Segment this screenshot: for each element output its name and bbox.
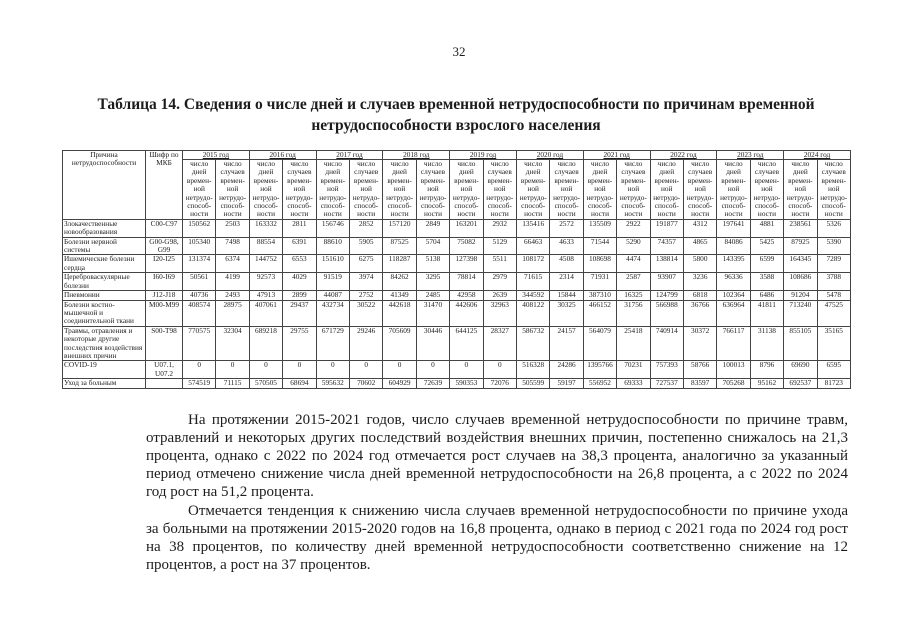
header-year: 2022 год: [650, 151, 717, 160]
cell-days: 636964: [717, 300, 750, 326]
cell-cases: 41811: [750, 300, 783, 326]
cell-cases: 3588: [750, 273, 783, 291]
cell-cases: 5290: [617, 237, 650, 255]
cell-cases: 7289: [817, 255, 850, 273]
header-year: 2019 год: [450, 151, 517, 160]
cell-days: 564079: [583, 326, 616, 361]
cell-days: 586732: [516, 326, 549, 361]
cell-days: 407061: [249, 300, 282, 326]
cell-days: 151610: [316, 255, 349, 273]
cell-cases: 15844: [550, 291, 583, 300]
cell-cases: 2503: [216, 219, 249, 237]
cell-cases: 28327: [483, 326, 516, 361]
cell-cases: 8796: [750, 361, 783, 379]
cell-cases: 6818: [683, 291, 716, 300]
cell-days: 516328: [516, 361, 549, 379]
cell-cases: 4474: [617, 255, 650, 273]
cell-cases: 70602: [349, 379, 382, 388]
row-reason: COVID-19: [63, 361, 146, 379]
cell-cases: 6599: [750, 255, 783, 273]
cell-cases: 2639: [483, 291, 516, 300]
cell-days: 604929: [383, 379, 416, 388]
paragraph-care: Отмечается тенденция к снижению числа случаев временной нетрудоспособности по причине ухода за больными на протяжении 2015-2020 годов на 16,8 процента, однако в период с 2021 года по 2024 год рост на 38 процентов, по количеству дней временной нетрудоспособности соответственно снижение на 12 процентов, а рост на 37 процентов.: [146, 502, 848, 573]
cell-days: 0: [316, 361, 349, 379]
cell-cases: 5138: [416, 255, 449, 273]
header-year: 2018 год: [383, 151, 450, 160]
header-days: число дней времен- ной нетрудо- способ- ности: [249, 160, 282, 220]
cell-days: 0: [383, 361, 416, 379]
paragraph-injuries: На протяжении 2015-2021 годов, число случаев временной нетрудоспособности по причине травм, отравлений и некоторых других последствий воздействия внешних причин, постепенно снижалось на 21,3 процента, однако с 2022 по 2024 год отмечается рост случаев на 38,3 процента, аналогично за указанный период отмечено снижение числа дней временной нетрудоспособности на 26,8 процента, а с 2022 по 2024 год рост на 51,2 процента.: [146, 411, 848, 500]
cell-days: 71615: [516, 273, 549, 291]
cell-days: 118287: [383, 255, 416, 273]
cell-days: 590353: [450, 379, 483, 388]
cell-days: 93907: [650, 273, 683, 291]
cell-days: 855105: [784, 326, 817, 361]
header-year: 2021 год: [583, 151, 650, 160]
cell-cases: 5425: [750, 237, 783, 255]
cell-cases: 2979: [483, 273, 516, 291]
cell-days: 40736: [183, 291, 216, 300]
cell-days: 41349: [383, 291, 416, 300]
cell-days: 692537: [784, 379, 817, 388]
cell-cases: 31470: [416, 300, 449, 326]
cell-days: 42958: [450, 291, 483, 300]
cell-days: 163201: [450, 219, 483, 237]
row-reason: Уход за больным: [63, 379, 146, 388]
header-cases: число случаев времен- ной нетрудо- способ- ности: [416, 160, 449, 220]
cell-cases: 2849: [416, 219, 449, 237]
table-row: [63, 255, 851, 273]
cell-days: 713240: [784, 300, 817, 326]
cell-cases: 4865: [683, 237, 716, 255]
cell-days: 74357: [650, 237, 683, 255]
cell-days: 408574: [183, 300, 216, 326]
header-year: 2020 год: [516, 151, 583, 160]
cell-days: 135509: [583, 219, 616, 237]
cell-cases: 2485: [416, 291, 449, 300]
cell-cases: 2493: [216, 291, 249, 300]
cell-cases: 24157: [550, 326, 583, 361]
cell-days: 442606: [450, 300, 483, 326]
row-reason: Злокачественные новообразования: [63, 219, 146, 237]
cell-days: 144752: [249, 255, 282, 273]
cell-cases: 6275: [349, 255, 382, 273]
cell-cases: 24286: [550, 361, 583, 379]
cell-days: 71931: [583, 273, 616, 291]
cell-days: 408122: [516, 300, 549, 326]
cell-cases: 6553: [283, 255, 316, 273]
header-cases: число случаев времен- ной нетрудо- способ- ности: [283, 160, 316, 220]
cell-cases: 70231: [617, 361, 650, 379]
cell-days: 197641: [717, 219, 750, 237]
cell-days: 727537: [650, 379, 683, 388]
cell-days: 124799: [650, 291, 683, 300]
cell-cases: 5704: [416, 237, 449, 255]
sick-leave-table: [62, 150, 851, 389]
cell-days: 163332: [249, 219, 282, 237]
cell-cases: 29246: [349, 326, 382, 361]
row-reason: Пневмонии: [63, 291, 146, 300]
cell-days: 387310: [583, 291, 616, 300]
cell-days: 87525: [383, 237, 416, 255]
cell-cases: 36766: [683, 300, 716, 326]
cell-cases: 32304: [216, 326, 249, 361]
cell-cases: 6486: [750, 291, 783, 300]
cell-cases: 83597: [683, 379, 716, 388]
cell-cases: 6595: [817, 361, 850, 379]
cell-days: 566988: [650, 300, 683, 326]
header-days: число дней времен- ной нетрудо- способ- ности: [450, 160, 483, 220]
row-code: U07.1, U07.2: [146, 361, 183, 379]
cell-days: 135416: [516, 219, 549, 237]
cell-days: 595632: [316, 379, 349, 388]
cell-cases: 30446: [416, 326, 449, 361]
cell-days: 88610: [316, 237, 349, 255]
header-days: число дней времен- ной нетрудо- способ- ности: [516, 160, 549, 220]
cell-days: 740914: [650, 326, 683, 361]
cell-cases: 71115: [216, 379, 249, 388]
cell-cases: 25418: [617, 326, 650, 361]
cell-cases: 81723: [817, 379, 850, 388]
header-days: число дней времен- ной нетрудо- способ- ности: [316, 160, 349, 220]
cell-days: 84086: [717, 237, 750, 255]
table-row: [63, 219, 851, 237]
cell-cases: 95162: [750, 379, 783, 388]
cell-cases: 5905: [349, 237, 382, 255]
row-code: [146, 379, 183, 388]
cell-cases: 31756: [617, 300, 650, 326]
row-code: M00-M99: [146, 300, 183, 326]
cell-cases: 28975: [216, 300, 249, 326]
row-reason: Ишемические болезни сердца: [63, 255, 146, 273]
cell-cases: 16325: [617, 291, 650, 300]
cell-days: 96336: [717, 273, 750, 291]
row-reason: Цереброваскулярные болезни: [63, 273, 146, 291]
cell-days: 0: [249, 361, 282, 379]
cell-cases: 59197: [550, 379, 583, 388]
cell-days: 78814: [450, 273, 483, 291]
page-content: [62, 44, 850, 574]
row-code: J12-J18: [146, 291, 183, 300]
row-reason: Болезни нервной системы: [63, 237, 146, 255]
cell-cases: 3974: [349, 273, 382, 291]
cell-days: 156746: [316, 219, 349, 237]
cell-cases: 32963: [483, 300, 516, 326]
row-code: C00-C97: [146, 219, 183, 237]
cell-cases: 47525: [817, 300, 850, 326]
cell-cases: 5129: [483, 237, 516, 255]
cell-days: 44087: [316, 291, 349, 300]
cell-cases: 3236: [683, 273, 716, 291]
cell-days: 705268: [717, 379, 750, 388]
cell-days: 84262: [383, 273, 416, 291]
table-title: Таблица 14. Сведения о числе дней и случаев временной нетрудоспособности по причинам временной нетрудоспособности взрослого населения: [97, 96, 815, 134]
header-cases: число случаев времен- ной нетрудо- способ- ности: [750, 160, 783, 220]
cell-cases: 6391: [283, 237, 316, 255]
header-cases: число случаев времен- ной нетрудо- способ- ности: [617, 160, 650, 220]
cell-cases: 58766: [683, 361, 716, 379]
cell-cases: 2852: [349, 219, 382, 237]
cell-days: 344592: [516, 291, 549, 300]
cell-days: 556952: [583, 379, 616, 388]
table-row: [63, 361, 851, 379]
cell-cases: 72639: [416, 379, 449, 388]
cell-cases: 2572: [550, 219, 583, 237]
cell-days: 505599: [516, 379, 549, 388]
cell-cases: 29755: [283, 326, 316, 361]
row-code: I60-I69: [146, 273, 183, 291]
cell-days: 0: [450, 361, 483, 379]
header-year: 2016 год: [249, 151, 316, 160]
cell-cases: 30522: [349, 300, 382, 326]
cell-cases: 72076: [483, 379, 516, 388]
cell-cases: 2899: [283, 291, 316, 300]
header-reason: Причина нетрудоспособности: [63, 151, 146, 220]
cell-cases: 2752: [349, 291, 382, 300]
header-year: 2015 год: [183, 151, 250, 160]
header-days: число дней времен- ной нетрудо- способ- ности: [650, 160, 683, 220]
cell-days: 87925: [784, 237, 817, 255]
cell-cases: 5511: [483, 255, 516, 273]
cell-cases: 31138: [750, 326, 783, 361]
cell-cases: 7498: [216, 237, 249, 255]
cell-cases: 68694: [283, 379, 316, 388]
cell-cases: 0: [216, 361, 249, 379]
header-days: число дней времен- ной нетрудо- способ- ности: [717, 160, 750, 220]
cell-days: 766117: [717, 326, 750, 361]
cell-days: 75082: [450, 237, 483, 255]
cell-days: 432734: [316, 300, 349, 326]
header-cases: число случаев времен- ной нетрудо- способ- ности: [550, 160, 583, 220]
cell-days: 770575: [183, 326, 216, 361]
cell-cases: 4881: [750, 219, 783, 237]
cell-days: 66463: [516, 237, 549, 255]
cell-days: 91519: [316, 273, 349, 291]
cell-days: 108172: [516, 255, 549, 273]
cell-cases: 2314: [550, 273, 583, 291]
cell-cases: 35165: [817, 326, 850, 361]
cell-days: 164345: [784, 255, 817, 273]
cell-cases: 4029: [283, 273, 316, 291]
cell-days: 91204: [784, 291, 817, 300]
cell-days: 150562: [183, 219, 216, 237]
cell-days: 127398: [450, 255, 483, 273]
header-days: число дней времен- ной нетрудо- способ- ности: [583, 160, 616, 220]
cell-days: 131374: [183, 255, 216, 273]
cell-cases: 4199: [216, 273, 249, 291]
cell-days: 574519: [183, 379, 216, 388]
row-reason: Болезни костно-мышечной и соединительной ткани: [63, 300, 146, 326]
cell-cases: 29437: [283, 300, 316, 326]
header-cases: число случаев времен- ной нетрудо- способ- ности: [349, 160, 382, 220]
cell-days: 442618: [383, 300, 416, 326]
header-cases: число случаев времен- ной нетрудо- способ- ности: [683, 160, 716, 220]
cell-cases: 2922: [617, 219, 650, 237]
cell-cases: 4633: [550, 237, 583, 255]
table-row: [63, 300, 851, 326]
page-number: 32: [452, 44, 466, 59]
cell-days: 143395: [717, 255, 750, 273]
cell-days: 92573: [249, 273, 282, 291]
header-days: число дней времен- ной нетрудо- способ- ности: [383, 160, 416, 220]
row-code: G00-G98, G99: [146, 237, 183, 255]
cell-days: 0: [183, 361, 216, 379]
row-reason: Травмы, отравления и некоторые другие последствия воздействия внешних причин: [63, 326, 146, 361]
cell-cases: 30325: [550, 300, 583, 326]
table-row: [63, 326, 851, 361]
cell-days: 105340: [183, 237, 216, 255]
header-code: Шифр по МКБ: [146, 151, 183, 220]
cell-days: 157120: [383, 219, 416, 237]
cell-days: 138814: [650, 255, 683, 273]
cell-cases: 5390: [817, 237, 850, 255]
table-row: [63, 273, 851, 291]
cell-cases: 2932: [483, 219, 516, 237]
header-cases: число случаев времен- ной нетрудо- способ- ности: [216, 160, 249, 220]
cell-days: 191877: [650, 219, 683, 237]
cell-days: 108698: [583, 255, 616, 273]
row-code: I20-I25: [146, 255, 183, 273]
table-row: [63, 291, 851, 300]
cell-cases: 3788: [817, 273, 850, 291]
cell-cases: 2587: [617, 273, 650, 291]
cell-cases: 5478: [817, 291, 850, 300]
cell-days: 69690: [784, 361, 817, 379]
cell-days: 1395766: [583, 361, 616, 379]
cell-days: 757393: [650, 361, 683, 379]
header-days: число дней времен- ной нетрудо- способ- ности: [784, 160, 817, 220]
cell-days: 108686: [784, 273, 817, 291]
cell-days: 671729: [316, 326, 349, 361]
cell-cases: 6374: [216, 255, 249, 273]
cell-days: 466152: [583, 300, 616, 326]
cell-days: 705609: [383, 326, 416, 361]
header-year: 2017 год: [316, 151, 383, 160]
cell-days: 570505: [249, 379, 282, 388]
table-row: [63, 379, 851, 388]
cell-cases: 30372: [683, 326, 716, 361]
cell-cases: 0: [483, 361, 516, 379]
cell-cases: 0: [349, 361, 382, 379]
cell-days: 102364: [717, 291, 750, 300]
table-row: [63, 237, 851, 255]
cell-cases: 3295: [416, 273, 449, 291]
cell-cases: 4508: [550, 255, 583, 273]
cell-cases: 5800: [683, 255, 716, 273]
cell-days: 50561: [183, 273, 216, 291]
cell-cases: 2811: [283, 219, 316, 237]
cell-cases: 5326: [817, 219, 850, 237]
header-year: 2024 год: [784, 151, 851, 160]
cell-cases: 0: [416, 361, 449, 379]
cell-cases: 69333: [617, 379, 650, 388]
cell-days: 238561: [784, 219, 817, 237]
cell-cases: 0: [283, 361, 316, 379]
cell-days: 71544: [583, 237, 616, 255]
cell-days: 100013: [717, 361, 750, 379]
header-days: число дней времен- ной нетрудо- способ- ности: [183, 160, 216, 220]
header-year: 2023 год: [717, 151, 784, 160]
row-code: S00-T98: [146, 326, 183, 361]
cell-days: 644125: [450, 326, 483, 361]
cell-cases: 4312: [683, 219, 716, 237]
header-cases: число случаев времен- ной нетрудо- способ- ности: [483, 160, 516, 220]
cell-days: 88554: [249, 237, 282, 255]
cell-days: 689218: [249, 326, 282, 361]
header-cases: число случаев времен- ной нетрудо- способ- ности: [817, 160, 850, 220]
cell-days: 47913: [249, 291, 282, 300]
